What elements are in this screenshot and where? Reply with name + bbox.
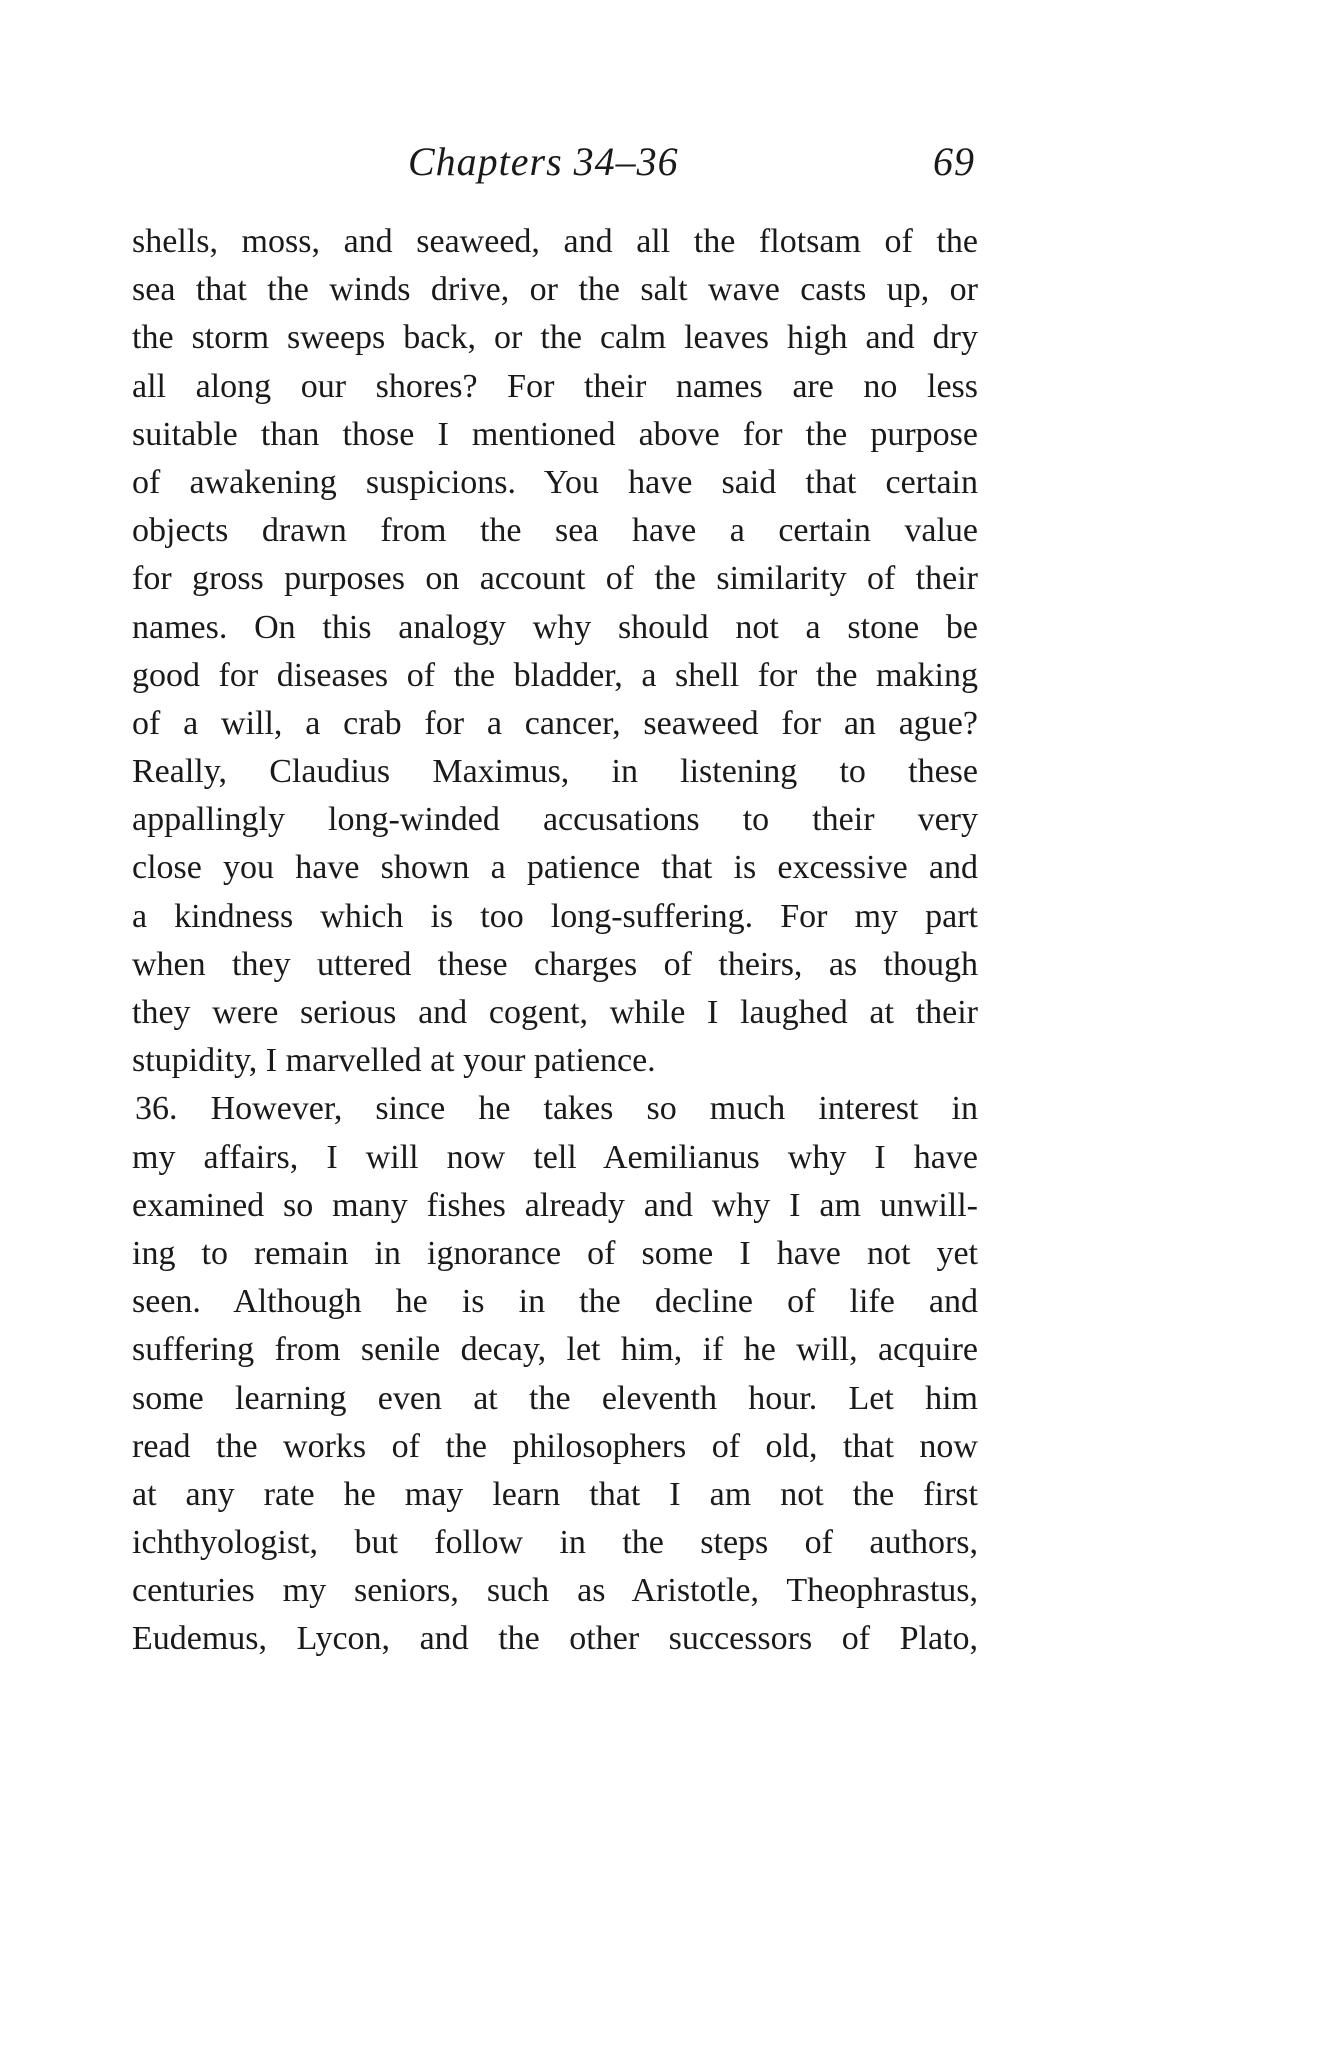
text-line: of a will, a crab for a cancer, seaweed for an ague?	[132, 704, 978, 742]
text-line: suitable than those I mentioned above for the purpose	[132, 415, 978, 453]
section-start-line: 36. However, since he takes so much interest in	[135, 1090, 978, 1128]
text-line: ichthyologist, but follow in the steps of authors,	[132, 1524, 978, 1562]
paragraph-end-line: stupidity, I marvelled at your patience.	[132, 1042, 656, 1080]
page-number: 69	[933, 139, 975, 184]
text-line: ing to remain in ignorance of some I have not yet	[132, 1234, 978, 1272]
text-line: examined so many fishes already and why I am unwill-	[132, 1186, 978, 1224]
text-line: a kindness which is too long-suffering. For my part	[132, 897, 978, 935]
text-line: sea that the winds drive, or the salt wave casts up, or	[132, 271, 978, 309]
text-line: names. On this analogy why should not a stone be	[132, 608, 978, 646]
text-line: centuries my seniors, such as Aristotle, Theophrastus,	[132, 1572, 978, 1610]
text-line: when they uttered these charges of theirs, as though	[132, 945, 978, 983]
text-line: suffering from senile decay, let him, if he will, acquire	[132, 1331, 978, 1369]
text-line: all along our shores? For their names are no less	[132, 367, 978, 405]
body-text	[132, 218, 978, 1664]
text-line: Really, Claudius Maximus, in listening to these	[132, 753, 978, 791]
running-head	[130, 132, 975, 192]
running-title: Chapters 34–36	[408, 139, 679, 184]
text-line: they were serious and cogent, while I laughed at their	[132, 994, 978, 1031]
text-line: for gross purposes on account of the similarity of their	[132, 560, 978, 598]
text-line: some learning even at the eleventh hour. Let him	[132, 1379, 978, 1417]
text-line: of awakening suspicions. You have said that certain	[132, 463, 978, 501]
text-line: at any rate he may learn that I am not the first	[132, 1475, 978, 1513]
text-line: objects drawn from the sea have a certain value	[132, 512, 978, 550]
text-line: my affairs, I will now tell Aemilianus why I have	[132, 1138, 978, 1176]
text-line: close you have shown a patience that is excessive and	[132, 849, 978, 887]
text-line: good for diseases of the bladder, a shell for the making	[132, 656, 978, 694]
text-line: appallingly long-winded accusations to their very	[132, 801, 978, 839]
text-line: seen. Although he is in the decline of life and	[132, 1283, 978, 1321]
text-line: the storm sweeps back, or the calm leaves high and dry	[132, 319, 978, 357]
text-line: shells, moss, and seaweed, and all the flotsam of the	[132, 223, 978, 260]
text-line: Eudemus, Lycon, and the other successors of Plato,	[132, 1620, 978, 1658]
text-line: read the works of the philosophers of old, that now	[132, 1427, 978, 1465]
